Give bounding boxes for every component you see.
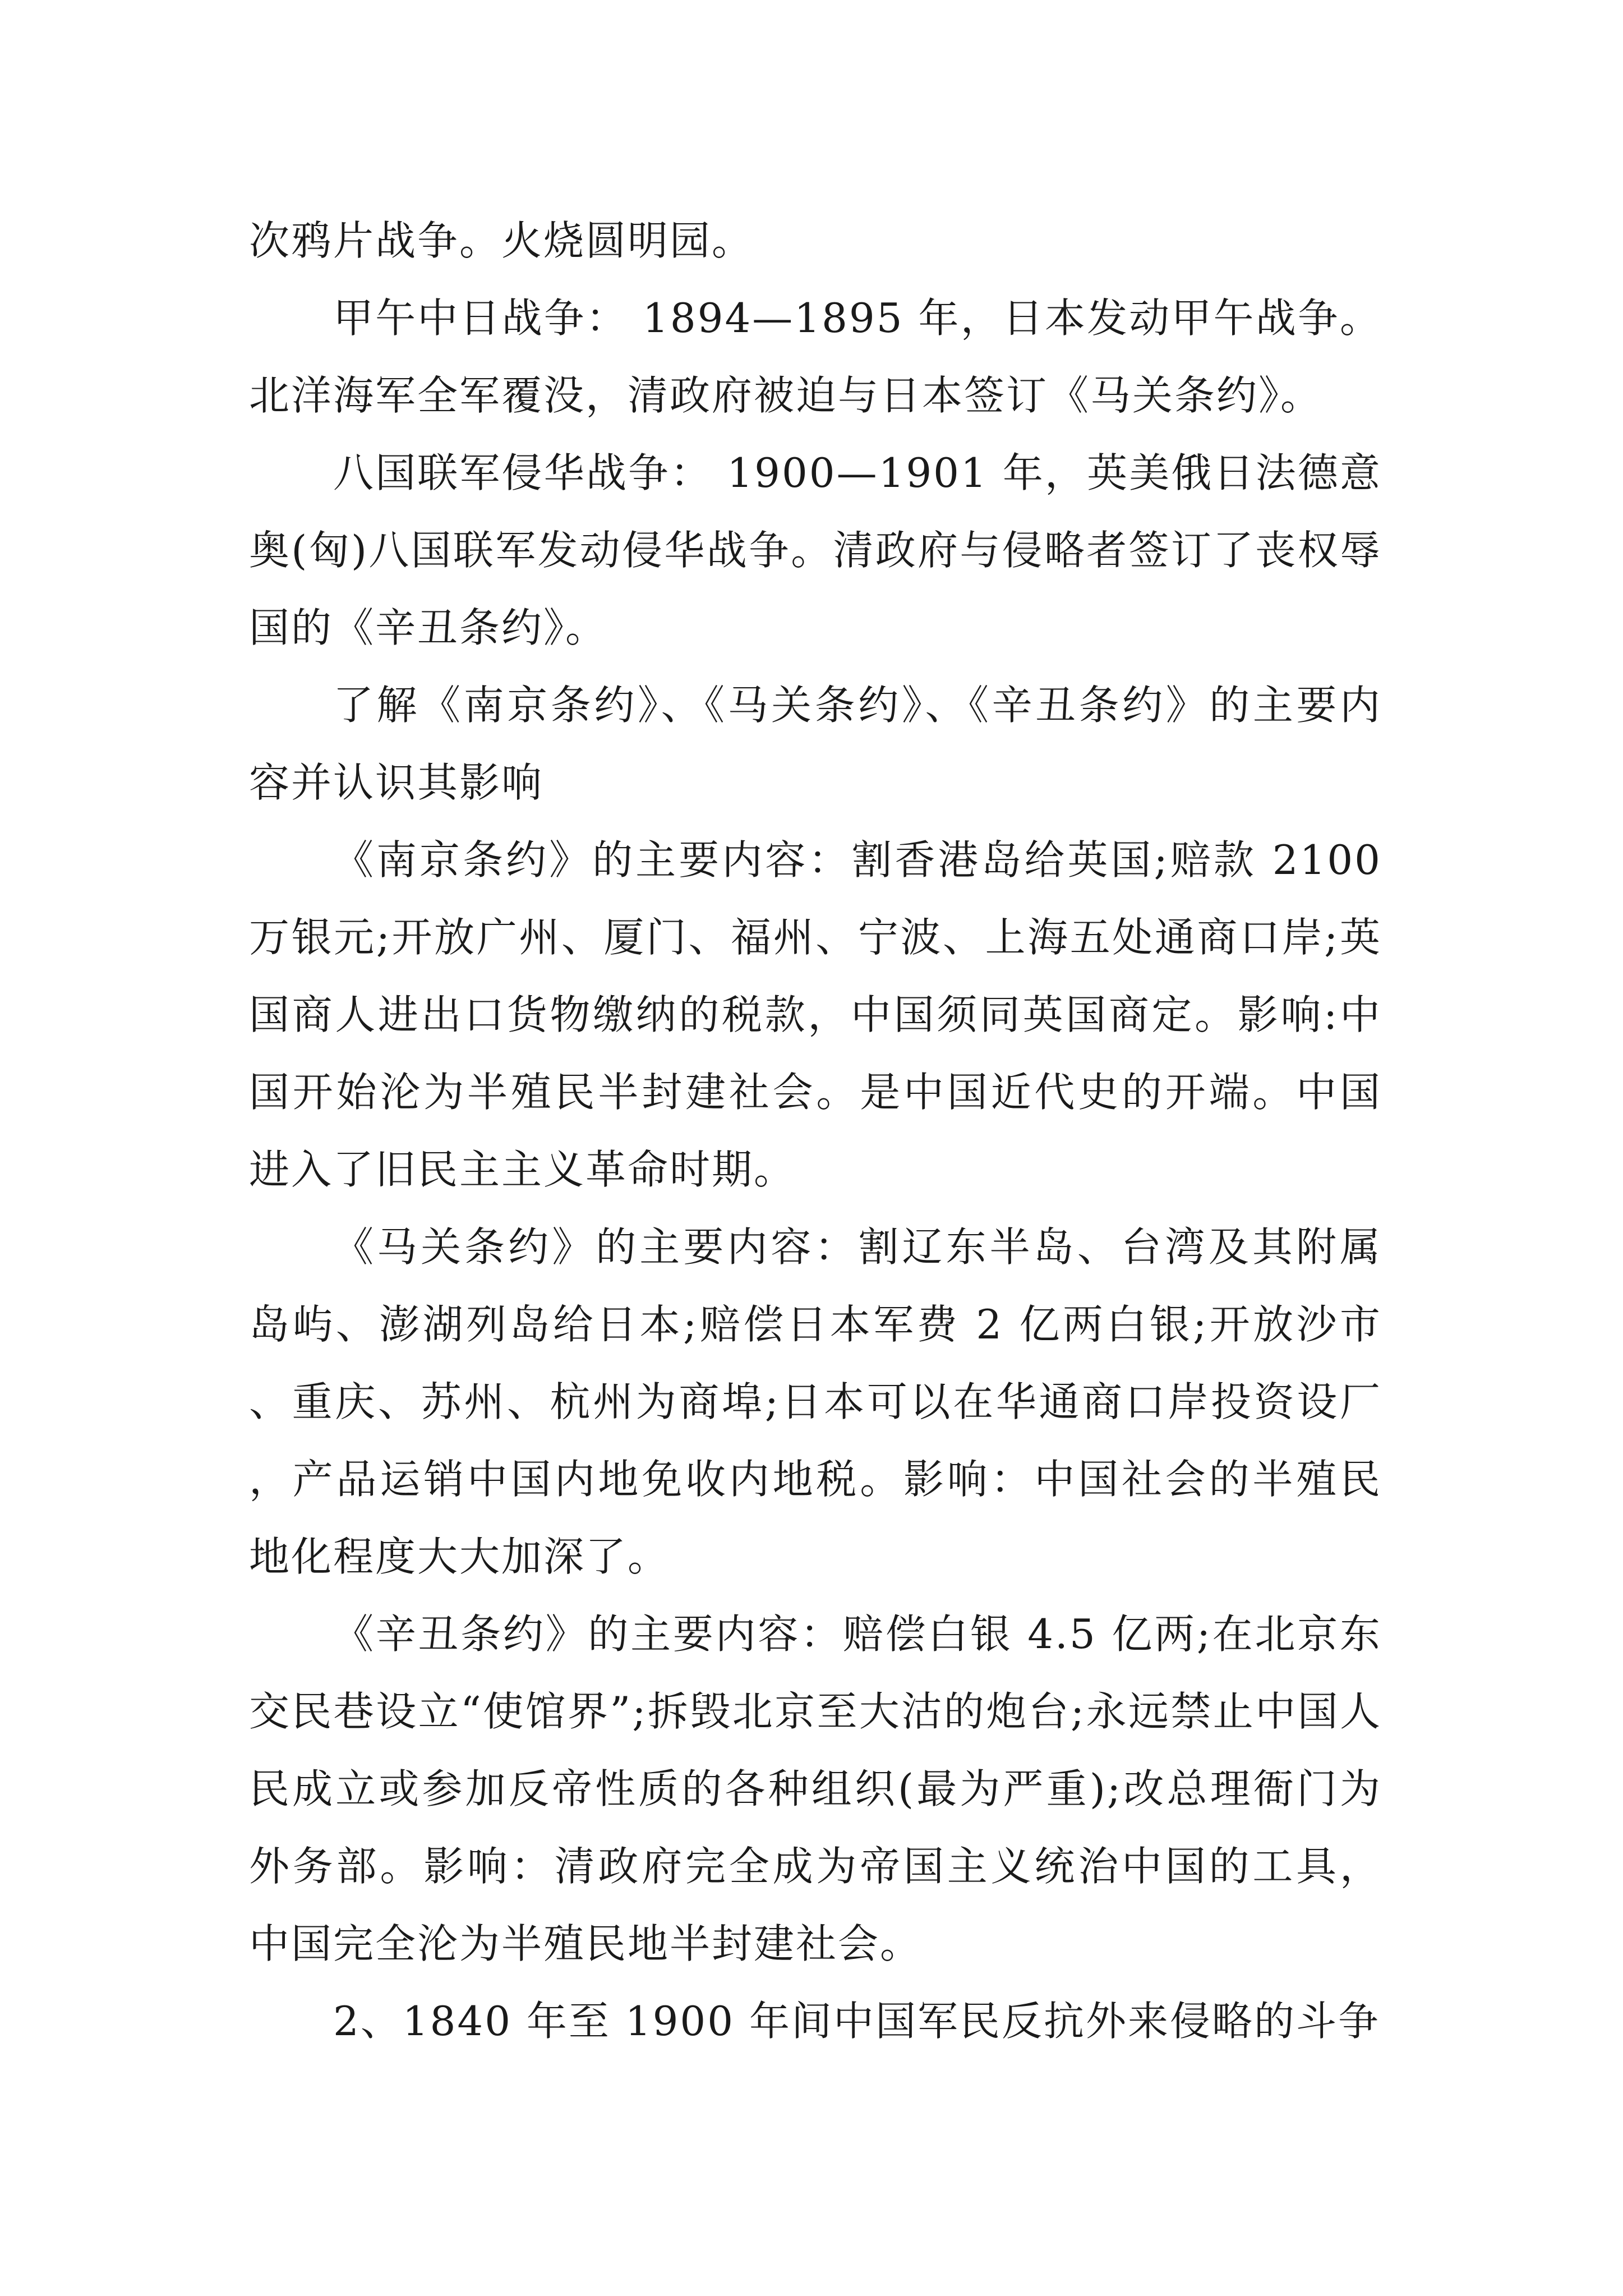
paragraph-treaty-of-shimonoseki: 《马关条约》的主要内容：割辽东半岛、台湾及其附属岛屿、澎湖列岛给日本;赔偿日本军费 2 亿两白银;开放沙市、重庆、苏州、杭州为商埠;日本可以在华通商口岸投资设厂，产品运销中国内地免收内地税。影响：中国社会的半殖民地化程度大大加深了。 xyxy=(249,1223,1382,1580)
paragraph-boxer-protocol: 《辛丑条约》的主要内容：赔偿白银 4.5 亿两;在北京东交民巷设立“使馆界”;拆毁北京至大沽的炮台;永远禁止中国人民成立或参加反帝性质的各种组织(最为严重);改总理衙门为外务部。影响：清政府完全成为帝国主义统治中国的工具，中国完全沦为半殖民地半封建社会。 xyxy=(249,1611,1382,1967)
paragraph-sino-japanese-war: 甲午中日战争： 1894—1895 年，日本发动甲午战争。北洋海军全军覆没，清政府被迫与日本签订《马关条约》。 xyxy=(249,295,1382,419)
paragraph-continuation: 次鸦片战争。火烧圆明园。 xyxy=(249,217,754,264)
paragraph-treaty-of-nanjing: 《南京条约》的主要内容：割香港岛给英国;赔款 2100 万银元;开放广州、厦门、福州、宁波、上海五处通商口岸;英国商人进出口货物缴纳的税款，中国须同英国商定。影响:中国开始沦为半殖民半封建社会。是中国近代史的开端。中国进入了旧民主主义革命时期。 xyxy=(249,836,1382,1193)
paragraph-eight-nation-alliance: 八国联军侵华战争： 1900—1901 年，英美俄日法德意奥(匈)八国联军发动侵华战争。清政府与侵略者签订了丧权辱国的《辛丑条约》。 xyxy=(249,449,1382,651)
paragraph-treaties-heading: 了解《南京条约》、《马关条约》、《辛丑条约》的主要内容并认识其影响 xyxy=(249,682,1382,806)
section-heading-resistance: 2、1840 年至 1900 年间中国军民反抗外来侵略的斗争 xyxy=(333,1998,1380,2045)
document-body xyxy=(249,202,1382,2060)
